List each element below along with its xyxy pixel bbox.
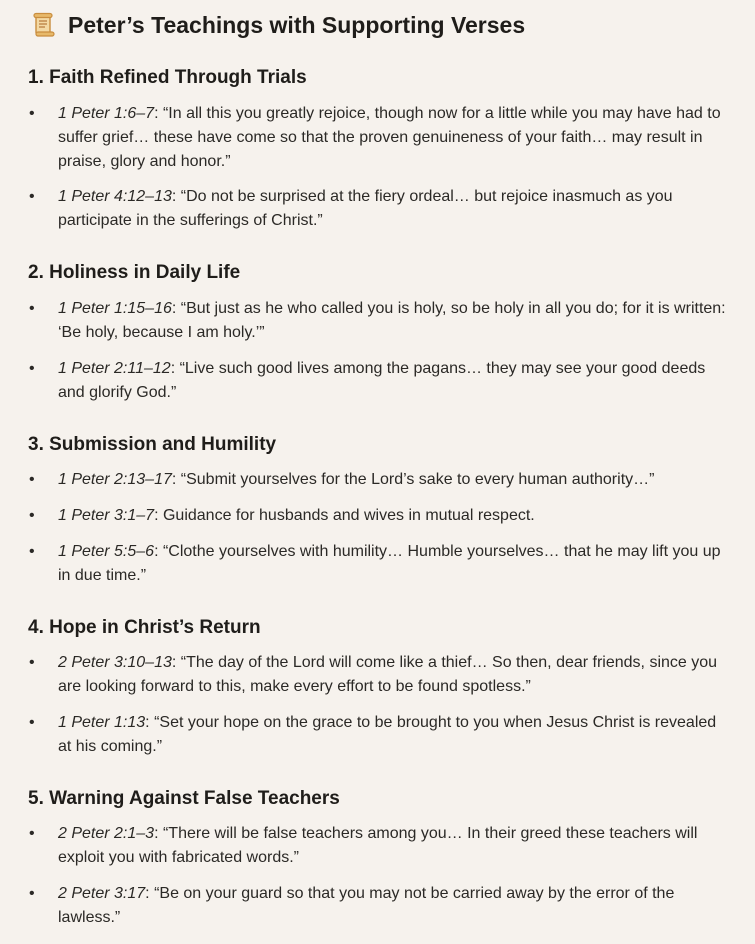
verse-text: : “Submit yourselves for the Lord’s sake to every human authority…” — [171, 471, 655, 488]
list-item — [58, 651, 726, 699]
list-item — [58, 357, 726, 405]
verse-reference: 2 Peter 3:17 — [58, 885, 146, 902]
page-title-text: Peter’s Teachings with Supporting Verses — [68, 11, 526, 38]
verse-reference: 1 Peter 2:13–17 — [58, 471, 172, 488]
bullet-marker: • — [29, 543, 35, 560]
bullet-marker: • — [29, 360, 35, 377]
list-item — [58, 185, 726, 233]
section-heading: 4. Hope in Christ’s Return — [28, 617, 261, 638]
verse-reference: 2 Peter 3:10–13 — [58, 654, 172, 671]
verse-reference: 1 Peter 2:11–12 — [58, 360, 171, 377]
verse-reference: 1 Peter 5:5–6 — [58, 543, 155, 560]
verse-text: : “Do not be surprised at the fiery ordeal… but rejoice inasmuch as you participate in the sufferings of Christ.” — [58, 188, 673, 229]
bullet-marker: • — [29, 105, 35, 122]
verse-text: : “The day of the Lord will come like a thief… So then, dear friends, since you are looking forward to this, make every effort to be found spotless.” — [58, 654, 718, 695]
bullet-marker: • — [29, 188, 35, 205]
section-heading: 5. Warning Against False Teachers — [28, 788, 340, 809]
section-heading: 3. Submission and Humility — [28, 434, 277, 455]
list-item — [58, 504, 726, 528]
section-heading: 2. Holiness in Daily Life — [28, 262, 241, 283]
verse-reference: 1 Peter 1:13 — [58, 714, 146, 731]
verse-text: : “Set your hope on the grace to be brought to you when Jesus Christ is revealed at his coming.” — [58, 714, 717, 755]
section-heading: 1. Faith Refined Through Trials — [28, 67, 307, 88]
list-item — [58, 882, 726, 930]
verse-text: : “In all this you greatly rejoice, though now for a little while you may have had to suffer grief… these have come so that the proven genuineness of your faith… may result in praise, glory and honor.” — [58, 105, 721, 170]
bullet-marker: • — [29, 507, 35, 524]
verse-reference: 1 Peter 3:1–7 — [58, 507, 155, 524]
verse-text: : “There will be false teachers among you… In their greed these teachers will exploit you with fabricated words.” — [58, 825, 698, 866]
list-item — [58, 822, 726, 870]
bullet-marker: • — [29, 825, 35, 842]
scroll-icon — [32, 12, 56, 38]
verse-text: : “But just as he who called you is holy, so be holy in all you do; for it is written: ‘Be holy, because I am holy.’” — [58, 300, 726, 341]
bullet-marker: • — [29, 654, 35, 671]
list-item — [58, 540, 726, 588]
verse-reference: 1 Peter 1:6–7 — [58, 105, 155, 122]
page-title — [32, 8, 525, 42]
bullet-marker: • — [29, 471, 35, 488]
bullet-marker: • — [29, 885, 35, 902]
verse-text: : “Live such good lives among the pagans… they may see your good deeds and glorify God.” — [58, 360, 706, 401]
verse-reference: 2 Peter 2:1–3 — [58, 825, 155, 842]
verse-text: : “Be on your guard so that you may not be carried away by the error of the lawless.” — [58, 885, 675, 926]
bullet-marker: • — [29, 300, 35, 317]
verse-reference: 1 Peter 4:12–13 — [58, 188, 172, 205]
list-item — [58, 711, 726, 759]
verse-reference: 1 Peter 1:15–16 — [58, 300, 172, 317]
list-item — [58, 297, 726, 345]
verse-text: : Guidance for husbands and wives in mutual respect. — [154, 507, 535, 524]
bullet-marker: • — [29, 714, 35, 731]
list-item — [58, 468, 726, 492]
list-item — [58, 102, 726, 174]
verse-text: : “Clothe yourselves with humility… Humble yourselves… that he may lift you up in due time.” — [58, 543, 721, 584]
